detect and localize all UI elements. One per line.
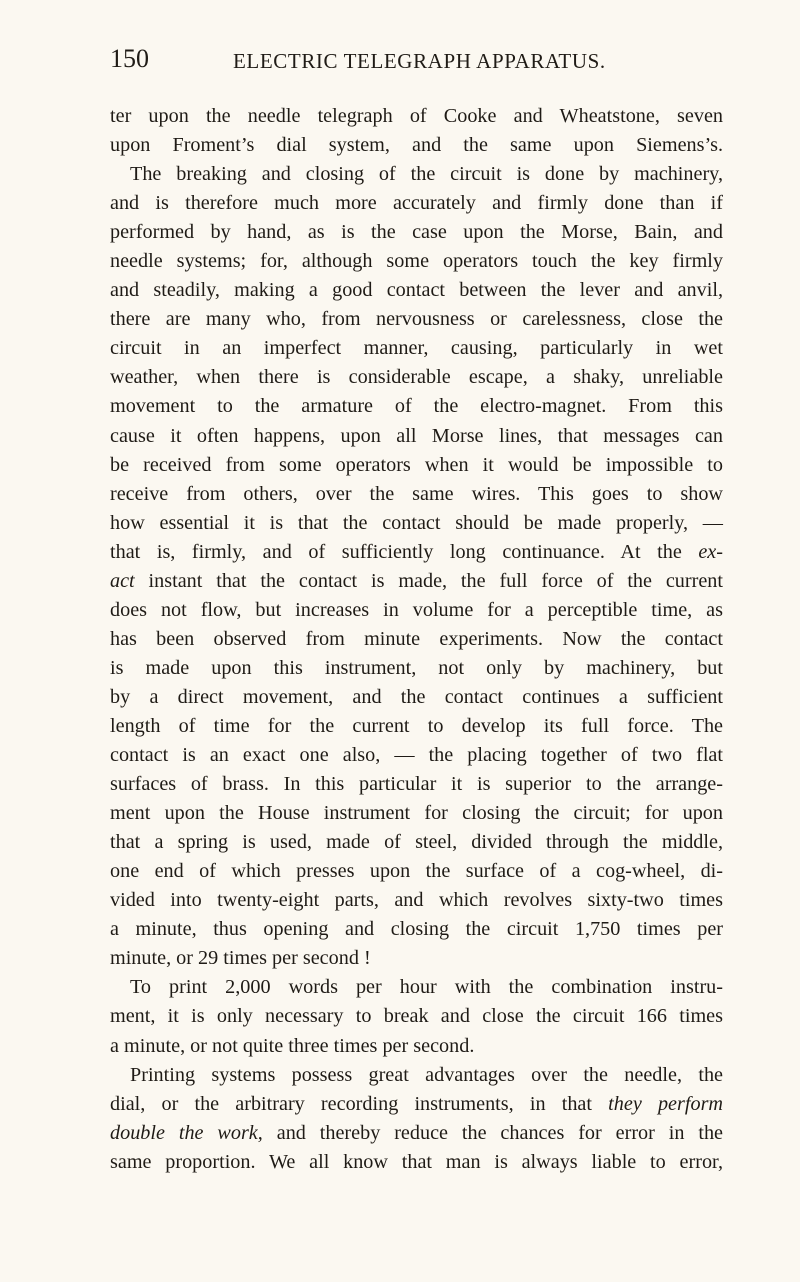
running-title: ELECTRIC TELEGRAPH APPARATUS.: [233, 49, 606, 73]
text-line: The breaking and closing of the circuit is done by machinery,: [130, 163, 723, 186]
italic-word: act: [110, 569, 135, 592]
text-line: does not flow, but increases in volume for a perceptible time, as: [110, 598, 723, 621]
text-line: that a spring is used, made of steel, divided through the middle,: [110, 831, 723, 854]
text-line: weather, when there is considerable escape, a shaky, unreliable: [110, 366, 723, 389]
text-line: and is therefore much more accurately and firmly done than if: [110, 192, 723, 215]
body-text: [110, 102, 723, 1177]
text-line: how essential it is that the contact should be made properly, —: [110, 511, 723, 534]
text-line: a minute, thus opening and closing the circuit 1,750 times per: [110, 918, 723, 941]
text-line: same proportion. We all know that man is always liable to error,: [110, 1150, 723, 1173]
text-line: needle systems; for, although some operators touch the key firmly: [110, 250, 723, 273]
text-line: cause it often happens, upon all Morse lines, that messages can: [110, 424, 723, 447]
text-line: one end of which presses upon the surface of a cog-wheel, di-: [110, 860, 723, 883]
text-line: is made upon this instrument, not only by machinery, but: [110, 656, 723, 679]
text-line: surfaces of brass. In this particular it is superior to the arrange-: [110, 773, 723, 796]
text-line: length of time for the current to develop its full force. The: [110, 714, 723, 737]
text-line: movement to the armature of the electro-magnet. From this: [110, 395, 723, 418]
text-line: by a direct movement, and the contact continues a sufficient: [110, 685, 723, 708]
text-segment: and thereby reduce the chances for error in the: [276, 1121, 724, 1144]
text-line: minute, or 29 times per second !: [110, 947, 371, 970]
text-line: contact is an exact one also, — the placing together of two flat: [110, 744, 723, 767]
text-line: upon Froment’s dial system, and the same upon Siemens’s.: [110, 134, 723, 157]
text-line: performed by hand, as is the case upon the Morse, Bain, and: [110, 221, 723, 244]
text-segment: that is, firmly, and of sufficiently long continuance. At the: [110, 540, 682, 563]
text-line: ment, it is only necessary to break and close the circuit 166 times: [110, 1005, 723, 1028]
text-line: and steadily, making a good contact between the lever and anvil,: [110, 279, 723, 302]
text-line: vided into twenty-eight parts, and which revolves sixty-two times: [110, 889, 723, 912]
text-line: Printing systems possess great advantages over the needle, the: [130, 1063, 723, 1086]
text-line: be received from some operators when it would be impossible to: [110, 453, 723, 476]
text-line: To print 2,000 words per hour with the combination instru-: [130, 976, 723, 999]
text-line: [110, 567, 723, 596]
italic-phrase: double the work,: [110, 1121, 263, 1144]
text-line: there are many who, from nervousness or carelessness, close the: [110, 308, 723, 331]
text-line: [110, 1119, 723, 1148]
text-line: [110, 1090, 723, 1119]
page-number: 150: [110, 44, 149, 73]
text-segment: instant that the contact is made, the full force of the current: [148, 569, 724, 592]
text-line: [110, 538, 723, 567]
text-line: ment upon the House instrument for closing the circuit; for upon: [110, 802, 723, 825]
running-head: [110, 44, 720, 80]
text-segment: dial, or the arbitrary recording instruments, in that: [110, 1092, 592, 1115]
italic-word: ex-: [698, 540, 723, 563]
text-line: has been observed from minute experiments. Now the contact: [110, 627, 723, 650]
text-line: ter upon the needle telegraph of Cooke and Wheatstone, seven: [110, 105, 723, 127]
text-line: circuit in an imperfect manner, causing, particularly in wet: [110, 337, 723, 360]
text-line: a minute, or not quite three times per second.: [110, 1034, 475, 1057]
text-line: receive from others, over the same wires. This goes to show: [110, 482, 723, 505]
italic-phrase: they perform: [608, 1092, 724, 1115]
